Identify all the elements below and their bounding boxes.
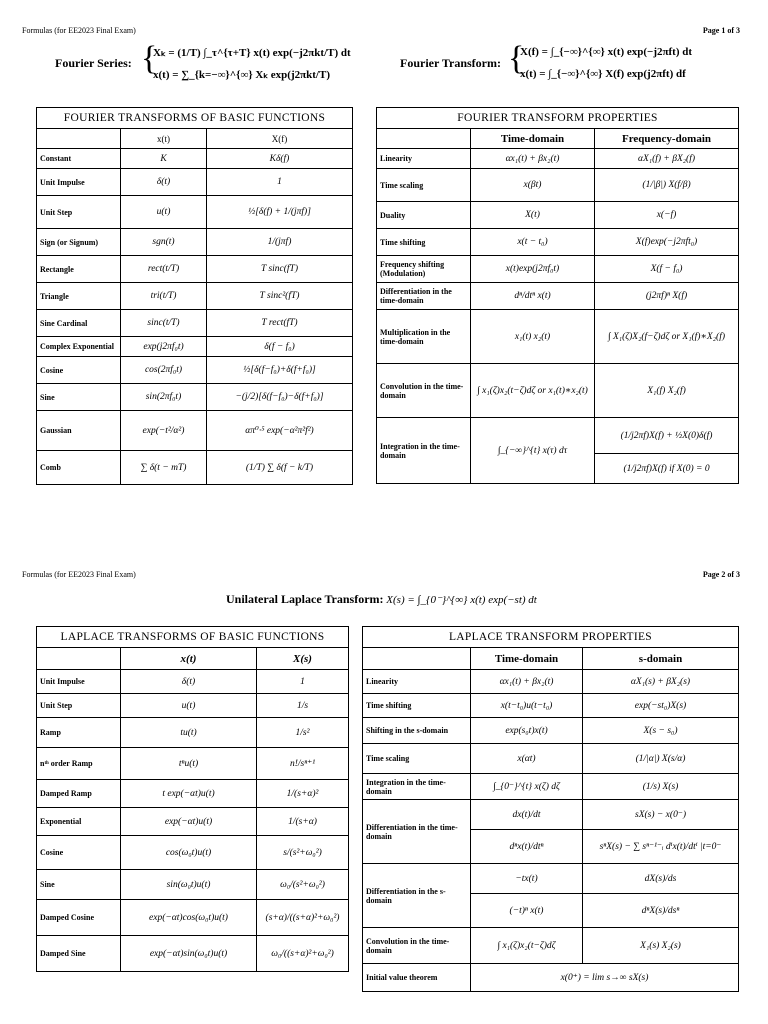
fourier-props-time: dⁿ/dtⁿ x(t)	[471, 283, 595, 310]
fourier-props-time: αx₁(t) + βx₂(t)	[471, 149, 595, 169]
fourier-props-col-time: Time-domain	[471, 129, 595, 149]
fourier-props-name: Integration in the time-domain	[377, 418, 471, 484]
fourier-basic-name: Rectangle	[37, 256, 121, 283]
fourier-basic-col-x: x(t)	[121, 129, 207, 149]
laplace-basic-X: ω₀/(s²+ω₀²)	[257, 870, 349, 900]
fourier-basic-X: Kδ(f)	[207, 149, 353, 169]
fourier-basic-X: T sinc²(fT)	[207, 283, 353, 310]
laplace-basic-name: Damped Cosine	[37, 900, 121, 936]
laplace-props-row	[363, 670, 739, 694]
fourier-basic-X: ½[δ(f−f₀)+δ(f+f₀)]	[207, 357, 353, 384]
laplace-basic-row	[37, 718, 349, 748]
laplace-props-s-alt: dⁿX(s)/dsⁿ	[583, 894, 739, 928]
fourier-basic-name: Sign (or Signum)	[37, 229, 121, 256]
fourier-basic-row	[37, 256, 353, 283]
fourier-props-name: Time shifting	[377, 229, 471, 256]
fourier-props-time: x(βt)	[471, 169, 595, 202]
fourier-props-freq: (1/j2πf)X(f) + ½X(0)δ(f)	[595, 418, 739, 454]
fourier-transform-label: Fourier Transform:	[400, 56, 501, 70]
laplace-props-time: exp(s₀t)x(t)	[471, 718, 583, 744]
laplace-basic-x: tⁿu(t)	[121, 748, 257, 780]
fourier-series-eq1: Xₖ = (1/T) ∫_τ^{τ+T} x(t) exp(−j2πkt/T) dt	[153, 47, 351, 59]
fourier-props-freq: X₁(f) X₂(f)	[595, 364, 739, 418]
fourier-props-name: Frequency shifting (Modulation)	[377, 256, 471, 283]
laplace-basic-table	[36, 626, 349, 972]
laplace-props-time: dx(t)/dt	[471, 800, 583, 830]
laplace-props-row	[363, 774, 739, 800]
fourier-props-time: ∫ x₁(ζ)x₂(t−ζ)dζ or x₁(t)∗x₂(t)	[471, 364, 595, 418]
laplace-basic-X: s/(s²+ω₀²)	[257, 836, 349, 870]
fourier-basic-x: ∑ δ(t − mT)	[121, 451, 207, 485]
fourier-props-freq: X(f − f₀)	[595, 256, 739, 283]
laplace-props-s: (1/s) X(s)	[583, 774, 739, 800]
laplace-props-s: X₁(s) X₂(s)	[583, 928, 739, 964]
fourier-props-row	[377, 256, 739, 283]
fourier-props-name: Time scaling	[377, 169, 471, 202]
fourier-basic-row	[37, 283, 353, 310]
fourier-series-label: Fourier Series:	[55, 56, 132, 70]
fourier-props-row	[377, 202, 739, 229]
laplace-props-time: ∫_{0⁻}^{t} x(ζ) dζ	[471, 774, 583, 800]
fourier-basic-x: rect(t/T)	[121, 256, 207, 283]
laplace-basic-title: LAPLACE TRANSFORMS OF BASIC FUNCTIONS	[37, 627, 349, 648]
fourier-basic-name: Unit Impulse	[37, 169, 121, 196]
laplace-props-name: Convolution in the time-domain	[363, 928, 471, 964]
fourier-basic-row	[37, 357, 353, 384]
laplace-basic-X: 1/s²	[257, 718, 349, 748]
laplace-props-time-alt: dⁿx(t)/dtⁿ	[471, 830, 583, 864]
fourier-props-freq-alt: (1/j2πf)X(f) if X(0) = 0	[595, 454, 739, 484]
page1-header-right: Page 1 of 3	[702, 26, 740, 35]
laplace-basic-row	[37, 900, 349, 936]
laplace-basic-row	[37, 694, 349, 718]
laplace-basic-name: Ramp	[37, 718, 121, 748]
laplace-props-name: Time scaling	[363, 744, 471, 774]
fourier-basic-X: 1/(jπf)	[207, 229, 353, 256]
laplace-basic-name: Damped Sine	[37, 936, 121, 972]
laplace-label: Unilateral Laplace Transform:	[226, 592, 384, 606]
laplace-basic-col-x: x(t)	[121, 648, 257, 670]
fourier-basic-x: sin(2πf₀t)	[121, 384, 207, 411]
laplace-basic-row	[37, 808, 349, 836]
fourier-basic-x: sinc(t/T)	[121, 310, 207, 337]
laplace-basic-x: sin(ω₀t)u(t)	[121, 870, 257, 900]
laplace-basic-x: exp(−αt)sin(ω₀t)u(t)	[121, 936, 257, 972]
fourier-props-row	[377, 283, 739, 310]
fourier-props-col-freq: Frequency-domain	[595, 129, 739, 149]
laplace-basic-row	[37, 870, 349, 900]
fourier-props-freq: αX₁(f) + βX₂(f)	[595, 149, 739, 169]
laplace-basic-name: Unit Impulse	[37, 670, 121, 694]
fourier-basic-x: exp(−t²/α²)	[121, 411, 207, 451]
page2-header-left: Formulas (for EE2023 Final Exam)	[22, 570, 136, 579]
fourier-props-freq: x(−f)	[595, 202, 739, 229]
page2-header-right: Page 2 of 3	[702, 570, 740, 579]
fourier-basic-x: δ(t)	[121, 169, 207, 196]
laplace-props-row	[363, 864, 739, 894]
laplace-props-s: dX(s)/ds	[583, 864, 739, 894]
laplace-basic-row	[37, 748, 349, 780]
fourier-transform-eq1: X(f) = ∫_{−∞}^{∞} x(t) exp(−j2πft) dt	[520, 46, 693, 58]
fourier-basic-name: Constant	[37, 149, 121, 169]
laplace-props-row	[363, 718, 739, 744]
laplace-basic-name: Damped Ramp	[37, 780, 121, 808]
laplace-props-row	[363, 928, 739, 964]
fourier-basic-row	[37, 310, 353, 337]
laplace-props-s: αX₁(s) + βX₂(s)	[583, 670, 739, 694]
laplace-props-row	[363, 800, 739, 830]
laplace-props-row	[363, 964, 739, 992]
laplace-basic-x: t exp(−αt)u(t)	[121, 780, 257, 808]
laplace-basic-name: Exponential	[37, 808, 121, 836]
fourier-props-freq: (j2πf)ⁿ X(f)	[595, 283, 739, 310]
laplace-basic-row	[37, 936, 349, 972]
fourier-basic-x: K	[121, 149, 207, 169]
laplace-props-row	[363, 694, 739, 718]
fourier-basic-name: Unit Step	[37, 196, 121, 229]
laplace-basic-row	[37, 670, 349, 694]
fourier-transform-equation: Fourier Transform: { X(f) = ∫_{−∞}^{∞} x(t) exp(−j2πft) dt x(t) = ∫_{−∞}^{∞} X(f) exp(j2πft) df	[400, 40, 693, 80]
fourier-props-freq: ∫ X₁(ζ)X₂(f−ζ)dζ or X₁(f)∗X₂(f)	[595, 310, 739, 364]
fourier-basic-row	[37, 337, 353, 357]
fourier-basic-x: cos(2πf₀t)	[121, 357, 207, 384]
page1-header-left: Formulas (for EE2023 Final Exam)	[22, 26, 136, 35]
fourier-props-table	[376, 107, 739, 484]
laplace-basic-name: Unit Step	[37, 694, 121, 718]
fourier-basic-x: u(t)	[121, 196, 207, 229]
laplace-props-time-alt: (−t)ⁿ x(t)	[471, 894, 583, 928]
laplace-props-name: Initial value theorem	[363, 964, 471, 992]
laplace-props-time: −tx(t)	[471, 864, 583, 894]
fourier-basic-col-X: X(f)	[207, 129, 353, 149]
fourier-basic-row	[37, 169, 353, 196]
fourier-basic-x: sgn(t)	[121, 229, 207, 256]
laplace-props-s-alt: sⁿX(s) − ∑ sⁿ⁻¹⁻ᵢ dⁱx(t)/dtⁱ |t=0⁻	[583, 830, 739, 864]
fourier-basic-row	[37, 384, 353, 411]
fourier-props-name: Convolution in the time-domain	[377, 364, 471, 418]
fourier-props-row	[377, 364, 739, 418]
laplace-basic-row	[37, 780, 349, 808]
fourier-basic-row	[37, 196, 353, 229]
fourier-series-eq2: x(t) = ∑_{k=−∞}^{∞} Xₖ exp(j2πkt/T)	[153, 69, 330, 81]
fourier-basic-name: Complex Exponential	[37, 337, 121, 357]
fourier-props-freq: (1/|β|) X(f/β)	[595, 169, 739, 202]
laplace-props-table	[362, 626, 739, 992]
laplace-props-name: Differentiation in the time-domain	[363, 800, 471, 864]
laplace-basic-X: 1	[257, 670, 349, 694]
fourier-basic-name: Triangle	[37, 283, 121, 310]
laplace-basic-X: 1/(s+α)	[257, 808, 349, 836]
laplace-basic-X: (s+α)/((s+α)²+ω₀²)	[257, 900, 349, 936]
fourier-basic-name: Gaussian	[37, 411, 121, 451]
laplace-basic-x: exp(−αt)cos(ω₀t)u(t)	[121, 900, 257, 936]
fourier-props-time: ∫_{−∞}^{t} x(τ) dτ	[471, 418, 595, 484]
laplace-props-time: ∫ x₁(ζ)x₂(t−ζ)dζ	[471, 928, 583, 964]
fourier-basic-name: Sine	[37, 384, 121, 411]
laplace-props-s: exp(−st₀)X(s)	[583, 694, 739, 718]
fourier-transform-eq2: x(t) = ∫_{−∞}^{∞} X(f) exp(j2πft) df	[520, 68, 686, 80]
laplace-basic-X: 1/s	[257, 694, 349, 718]
laplace-basic-x: exp(−αt)u(t)	[121, 808, 257, 836]
fourier-basic-row	[37, 149, 353, 169]
fourier-props-row	[377, 149, 739, 169]
fourier-props-time: x₁(t) x₂(t)	[471, 310, 595, 364]
laplace-equation	[226, 592, 566, 607]
fourier-props-name: Differentiation in the time-domain	[377, 283, 471, 310]
fourier-basic-X: −(j/2)[δ(f−f₀)−δ(f+f₀)]	[207, 384, 353, 411]
laplace-props-time: x(t−t₀)u(t−t₀)	[471, 694, 583, 718]
laplace-props-time: x(0⁺) = lim s→∞ sX(s)	[471, 964, 739, 992]
fourier-props-row	[377, 229, 739, 256]
laplace-basic-x: u(t)	[121, 694, 257, 718]
laplace-basic-X: n!/sⁿ⁺¹	[257, 748, 349, 780]
laplace-basic-x: tu(t)	[121, 718, 257, 748]
laplace-basic-x: cos(ω₀t)u(t)	[121, 836, 257, 870]
laplace-props-name: Time shifting	[363, 694, 471, 718]
fourier-props-time: x(t)exp(j2πf₀t)	[471, 256, 595, 283]
laplace-props-name: Shifting in the s-domain	[363, 718, 471, 744]
fourier-props-row	[377, 418, 739, 454]
fourier-basic-row	[37, 229, 353, 256]
fourier-basic-title: FOURIER TRANSFORMS OF BASIC FUNCTIONS	[37, 108, 353, 129]
fourier-props-row	[377, 310, 739, 364]
laplace-props-col-time: Time-domain	[471, 648, 583, 670]
laplace-props-s: sX(s) − x(0⁻)	[583, 800, 739, 830]
fourier-props-name: Multiplication in the time-domain	[377, 310, 471, 364]
fourier-basic-X: T sinc(fT)	[207, 256, 353, 283]
fourier-basic-x: exp(j2πf₀t)	[121, 337, 207, 357]
laplace-props-time: x(αt)	[471, 744, 583, 774]
laplace-props-name: Integration in the time-domain	[363, 774, 471, 800]
laplace-basic-name: Cosine	[37, 836, 121, 870]
fourier-basic-name: Sine Cardinal	[37, 310, 121, 337]
laplace-basic-name: Sine	[37, 870, 121, 900]
fourier-basic-table	[36, 107, 353, 485]
laplace-props-name: Differentiation in the s-domain	[363, 864, 471, 928]
fourier-series-equation: Fourier Series: { Xₖ = (1/T) ∫_τ^{τ+T} x(t) exp(−j2πkt/T) dt x(t) = ∑_{k=−∞}^{∞} Xₖ exp(j2πkt/T)	[55, 40, 351, 81]
fourier-props-row	[377, 169, 739, 202]
laplace-basic-X: ω₀/((s+α)²+ω₀²)	[257, 936, 349, 972]
laplace-props-time: αx₁(t) + βx₂(t)	[471, 670, 583, 694]
fourier-props-name: Duality	[377, 202, 471, 229]
fourier-basic-X: 1	[207, 169, 353, 196]
fourier-basic-name: Comb	[37, 451, 121, 485]
fourier-basic-X: απ⁰·⁵ exp(−α²π²f²)	[207, 411, 353, 451]
laplace-basic-X: 1/(s+α)²	[257, 780, 349, 808]
laplace-props-row	[363, 744, 739, 774]
laplace-props-title: LAPLACE TRANSFORM PROPERTIES	[363, 627, 739, 648]
laplace-props-s: (1/|α|) X(s/α)	[583, 744, 739, 774]
laplace-eq: X(s) = ∫_{0⁻}^{∞} x(t) exp(−st) dt	[386, 594, 537, 606]
fourier-props-name: Linearity	[377, 149, 471, 169]
fourier-props-time: x(t − t₀)	[471, 229, 595, 256]
laplace-props-name: Linearity	[363, 670, 471, 694]
fourier-basic-name: Cosine	[37, 357, 121, 384]
fourier-basic-X: T rect(fT)	[207, 310, 353, 337]
laplace-basic-col-X: X(s)	[257, 648, 349, 670]
fourier-basic-X: δ(f − f₀)	[207, 337, 353, 357]
fourier-props-freq: X(f)exp(−j2πft₀)	[595, 229, 739, 256]
fourier-props-time: X(t)	[471, 202, 595, 229]
laplace-basic-row	[37, 836, 349, 870]
fourier-basic-row	[37, 411, 353, 451]
fourier-basic-x: tri(t/T)	[121, 283, 207, 310]
fourier-basic-row	[37, 451, 353, 485]
fourier-basic-X: ½[δ(f) + 1/(jπf)]	[207, 196, 353, 229]
laplace-basic-name: nᵗʰ order Ramp	[37, 748, 121, 780]
laplace-props-col-s: s-domain	[583, 648, 739, 670]
laplace-props-s: X(s − s₀)	[583, 718, 739, 744]
laplace-basic-x: δ(t)	[121, 670, 257, 694]
fourier-props-title: FOURIER TRANSFORM PROPERTIES	[377, 108, 739, 129]
fourier-basic-X: (1/T) ∑ δ(f − k/T)	[207, 451, 353, 485]
